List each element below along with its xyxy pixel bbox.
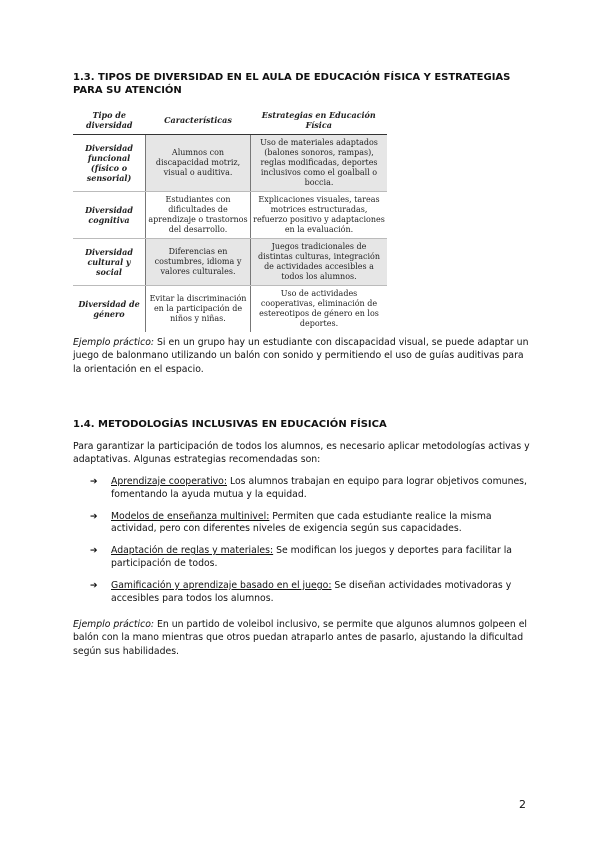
table-row (73, 135, 387, 192)
table-header-type: Tipo de diversidad (73, 107, 146, 135)
table-header-row (73, 107, 387, 135)
diversity-table (73, 107, 387, 332)
list-item-term: Adaptación de reglas y materiales: (111, 545, 274, 557)
list-item-term: Modelos de enseñanza multinivel: (111, 510, 270, 522)
arrow-icon: ➔ (90, 511, 98, 522)
list-item-text: Se diseñan actividades motivadoras y accesibles para todos los alumnos. (111, 579, 512, 604)
example-label: Ejemplo práctico: (73, 619, 155, 630)
arrow-icon: ➔ (90, 580, 98, 591)
table-header-strategies: Estrategias en Educación Física (251, 107, 388, 135)
list-item (90, 511, 530, 537)
list-item-term: Aprendizaje cooperativo: (111, 476, 227, 487)
list-item-text: Permiten que cada estudiante realice la misma actividad, pero con diferentes niveles de exigencia según sus capacidades. (111, 510, 492, 535)
table-cell-characteristics: Alumnos con discapacidad motriz, visual o auditiva. (146, 135, 251, 192)
example-text: Si en un grupo hay un estudiante con discapacidad visual, se puede adaptar un juego de balonmano utilizando un balón con sonido y permitiendo el uso de guías auditivas para la orientación en el espacio. (73, 337, 529, 375)
table-cell-characteristics: Evitar la discriminación en la participación de niños y niñas. (146, 286, 251, 333)
section-1-3-title: 1.3. TIPOS DE DIVERSIDAD EN EL AULA DE EDUCACIÓN FÍSICA Y ESTRATEGIAS PARA SU ATENCIÓN (73, 72, 511, 96)
table-cell-type: Diversidad funcional (físico o sensorial) (73, 135, 146, 192)
list-item (90, 580, 530, 606)
page-number: 2 (519, 798, 526, 811)
list-item (90, 545, 530, 571)
table-header-characteristics: Características (146, 107, 251, 135)
table-cell-strategy: Juegos tradicionales de distintas culturas, integración de actividades accesibles a todos los alumnos. (251, 239, 388, 286)
arrow-icon: ➔ (90, 546, 98, 557)
methodologies-list (90, 476, 530, 605)
example-text: En un partido de voleibol inclusivo, se permite que algunos alumnos golpeen el balón con la mano mientras que otros puedan atraparlo antes de pasarlo, ajustando la dificultad según sus habilidades. (73, 619, 527, 657)
list-item-term: Gamificación y aprendizaje basado en el juego: (111, 579, 332, 591)
table-cell-characteristics: Diferencias en costumbres, idioma y valores culturales. (146, 239, 251, 286)
table-cell-strategy: Uso de actividades cooperativas, eliminación de estereotipos de género en los deportes. (251, 286, 388, 333)
section-1-4-intro: Para garantizar la participación de todos los alumnos, es necesario aplicar metodologías activas y adaptativas. Algunas estrategias recomendadas son: (73, 441, 530, 466)
list-item-text: Los alumnos trabajan en equipo para lograr objetivos comunes, fomentando la ayuda mutua y la equidad. (111, 476, 527, 500)
example-label: Ejemplo práctico: (73, 337, 155, 348)
table-cell-characteristics: Estudiantes con dificultades de aprendizaje o trastornos del desarrollo. (146, 192, 251, 239)
table-row (73, 192, 387, 239)
arrow-icon: ➔ (90, 477, 98, 487)
table-row (73, 239, 387, 286)
example-2-paragraph (73, 618, 533, 658)
table-row (73, 286, 387, 333)
table-cell-strategy: Explicaciones visuales, tareas motrices estructuradas, refuerzo positivo y adaptaciones en la evaluación. (251, 192, 388, 239)
table-cell-type: Diversidad cultural y social (73, 239, 146, 286)
list-item (90, 476, 530, 502)
section-1-4-title: 1.4. METODOLOGÍAS INCLUSIVAS EN EDUCACIÓN FÍSICA (73, 419, 387, 430)
table-cell-type: Diversidad cognitiva (73, 192, 146, 239)
example-1-paragraph (73, 336, 533, 376)
table-cell-type: Diversidad de género (78, 299, 140, 319)
list-item-text: Se modifican los juegos y deportes para facilitar la participación de todos. (111, 545, 513, 569)
table-cell-strategy: Uso de materiales adaptados (balones sonoros, rampas), reglas modificadas, deportes inclusivos como el goalball o boccia. (251, 135, 388, 192)
